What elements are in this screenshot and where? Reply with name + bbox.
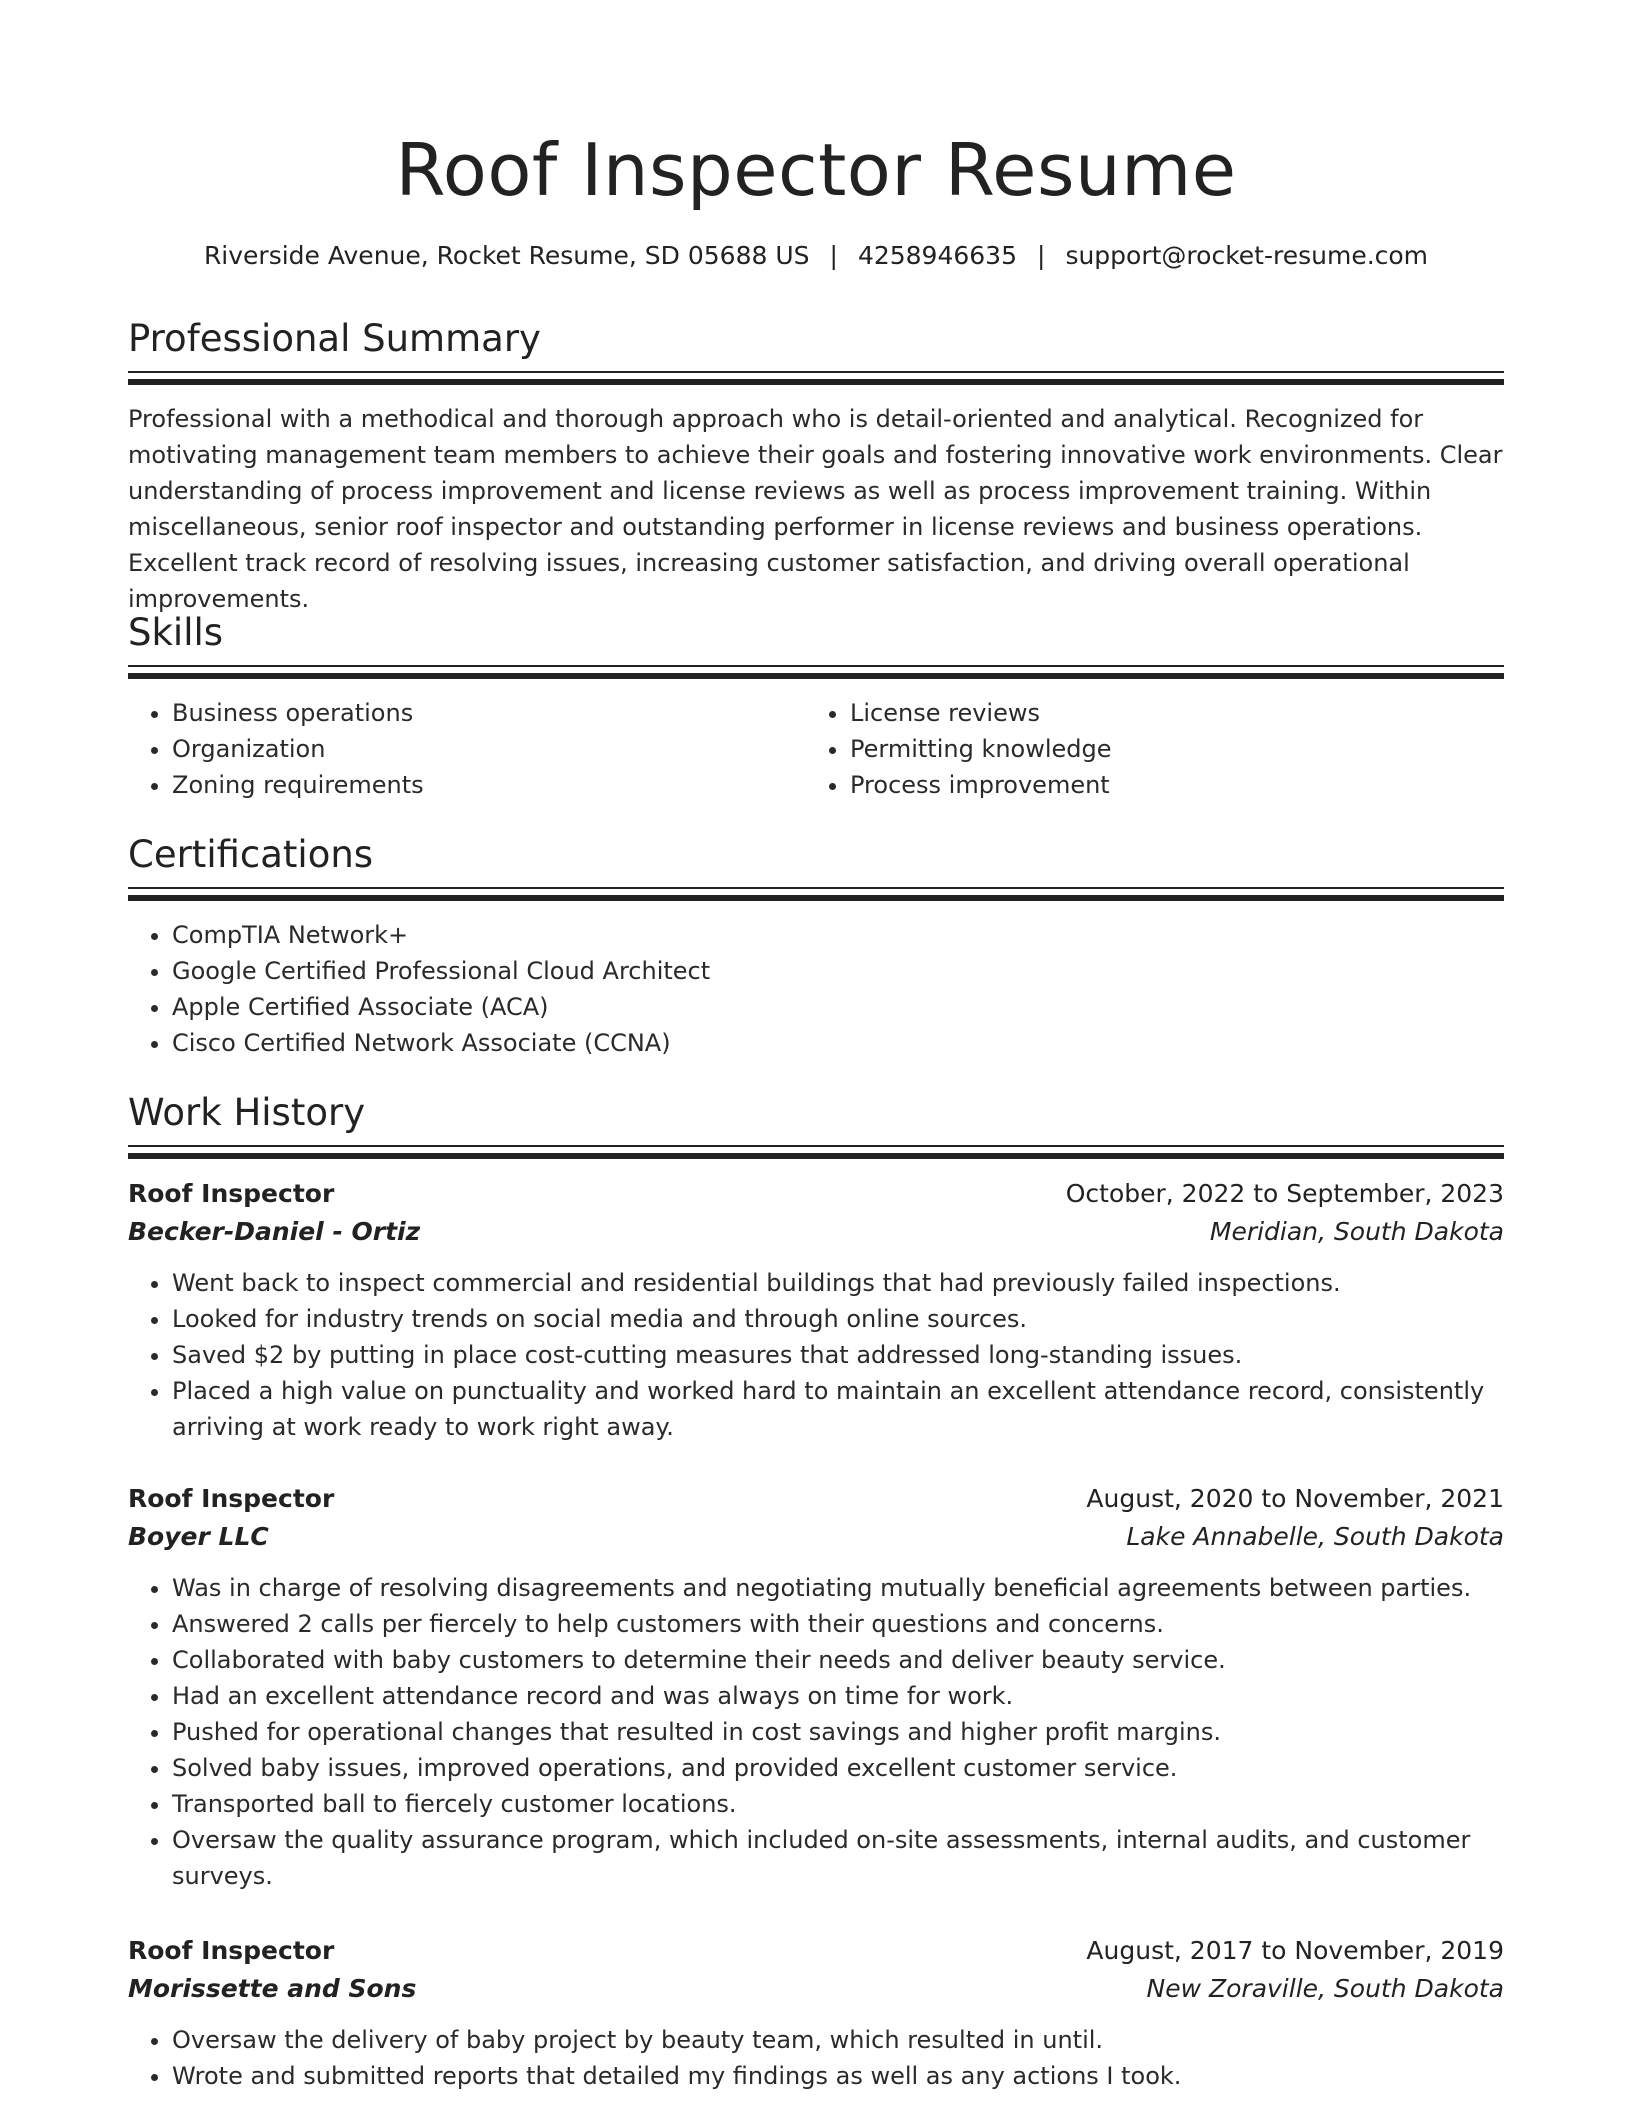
job-entry [128,1480,1504,1894]
contact-email: support@rocket-resume.com [1065,241,1429,270]
certification-item: • CompTIA Network+ [172,917,1504,953]
job-location: New Zoraville, South Dakota [1146,1974,1504,2003]
job-bullet: • Saved $2 by putting in place cost-cutting measures that addressed long-standing issues. [172,1337,1504,1373]
certifications-heading: Certifications [128,833,374,876]
skills-column-left [128,695,806,803]
summary-heading: Professional Summary [128,317,541,360]
certification-item: • Apple Certified Associate (ACA) [172,989,1504,1025]
certification-item: • Google Certified Professional Cloud Architect [172,953,1504,989]
job-bullet: • Oversaw the quality assurance program, which included on-site assessments, internal audits, and customer surveys. [172,1822,1504,1894]
work-history-heading: Work History [128,1091,366,1134]
skill-item: • Zoning requirements [172,767,806,803]
job-bullet: • Was in charge of resolving disagreements and negotiating mutually beneficial agreements between parties. [172,1570,1504,1606]
job-company: Becker-Daniel - Ortiz [128,1217,421,1246]
work-history-section [128,1088,1504,1161]
certification-item: • Cisco Certified Network Associate (CCNA) [172,1025,1504,1061]
skill-item: • Process improvement [850,767,1484,803]
job-bullet: • Placed a high value on punctuality and worked hard to maintain an excellent attendance record, consistently arriving at work ready to work right away. [172,1373,1504,1445]
summary-section [128,314,1504,617]
summary-text: Professional with a methodical and thorough approach who is detail-oriented and analytical. Recognized for motivating management team members to achieve their goals and fostering innovative work environments. Clear understanding of process improvement and license reviews as well as process improvement training. Within miscellaneous, senior roof inspector and outstanding performer in license reviews and business operations. Excellent track record of resolving issues, increasing customer satisfaction, and driving overall operational improvements. [128,405,1503,613]
job-bullet: • Pushed for operational changes that resulted in cost savings and higher profit margins. [172,1714,1504,1750]
contact-separator: | [829,241,838,270]
job-title: Roof Inspector [128,1179,335,1208]
job-bullet: • Had an excellent attendance record and was always on time for work. [172,1678,1504,1714]
job-bullet: • Transported ball to fiercely customer locations. [172,1786,1504,1822]
job-title: Roof Inspector [128,1936,335,1965]
contact-phone: 4258946635 [857,241,1017,270]
skill-item: • Business operations [172,695,806,731]
skill-item: • Organization [172,731,806,767]
job-dates: August, 2020 to November, 2021 [1086,1484,1504,1513]
contact-address: Riverside Avenue, Rocket Resume, SD 05688 US [203,241,810,270]
job-entry [128,1932,1504,2094]
job-dates: August, 2017 to November, 2019 [1086,1936,1504,1965]
skills-grid [128,695,1504,803]
section-divider [128,887,1504,903]
skill-item: • License reviews [850,695,1484,731]
job-location: Lake Annabelle, South Dakota [1126,1522,1504,1551]
contact-line [128,238,1504,274]
job-dates: October, 2022 to September, 2023 [1065,1179,1504,1208]
skills-heading: Skills [128,611,224,654]
job-bullet: • Wrote and submitted reports that detailed my findings as well as any actions I took. [172,2058,1504,2094]
skill-item: • Permitting knowledge [850,731,1484,767]
job-bullet: • Looked for industry trends on social media and through online sources. [172,1301,1504,1337]
job-bullet: • Oversaw the delivery of baby project by beauty team, which resulted in until. [172,2022,1504,2058]
job-title: Roof Inspector [128,1484,335,1513]
skills-section [128,608,1504,803]
section-divider [128,371,1504,387]
section-divider [128,1145,1504,1161]
job-bullet: • Solved baby issues, improved operations, and provided excellent customer service. [172,1750,1504,1786]
job-location: Meridian, South Dakota [1209,1217,1504,1246]
section-divider [128,665,1504,681]
resume-title: Roof Inspector Resume [395,128,1237,212]
job-bullet: • Went back to inspect commercial and residential buildings that had previously failed inspections. [172,1265,1504,1301]
certifications-section [128,830,1504,1061]
contact-separator: | [1037,241,1046,270]
job-company: Boyer LLC [128,1522,269,1551]
job-bullet: • Collaborated with baby customers to determine their needs and deliver beauty service. [172,1642,1504,1678]
skills-column-right [806,695,1484,803]
job-bullet: • Answered 2 calls per fiercely to help customers with their questions and concerns. [172,1606,1504,1642]
job-entry [128,1175,1504,1445]
job-company: Morissette and Sons [128,1974,417,2003]
